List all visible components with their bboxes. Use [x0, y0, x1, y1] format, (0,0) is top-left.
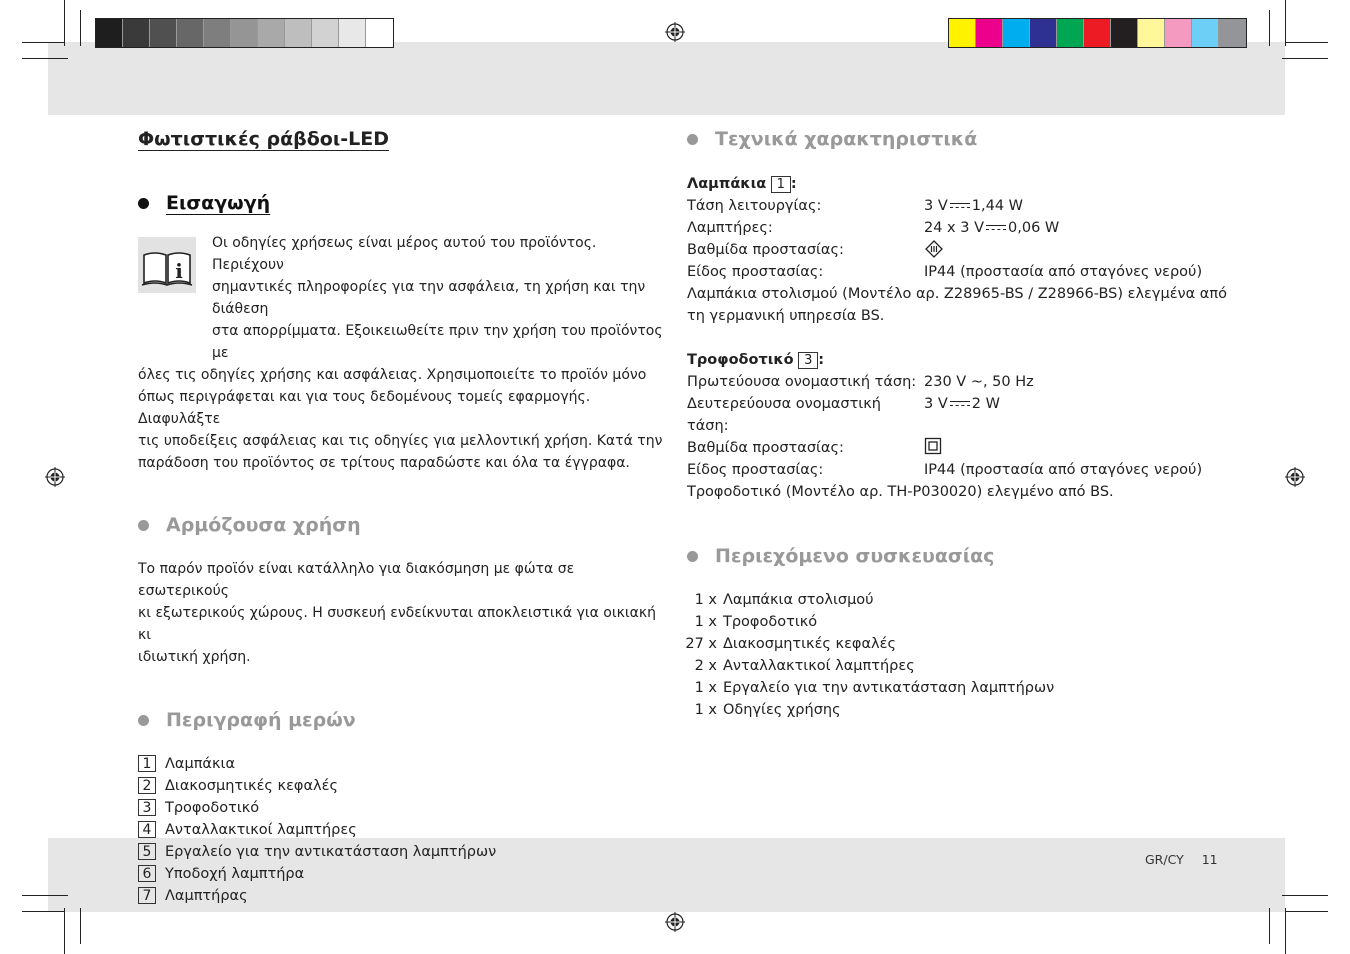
- list-item: 1 x Λαμπάκια στολισμού: [694, 592, 874, 608]
- page-footer: [1145, 852, 1218, 867]
- color-swatch: [123, 19, 150, 47]
- registration-mark-icon: [665, 22, 685, 42]
- color-swatch: [976, 19, 1003, 47]
- spec-row: Πρωτεύουσα ονομαστική τάση: 230 V ~, 50 Hz: [687, 374, 1034, 390]
- spec-row: Είδος προστασίας: IP44 (προστασία από σταγόνες νερού): [687, 264, 1203, 280]
- color-swatch: [96, 19, 123, 47]
- color-swatch: [339, 19, 366, 47]
- list-item: 7 Λαμπτήρας: [138, 885, 663, 907]
- right-column: [687, 128, 1247, 721]
- section-heading-intended-use: [138, 514, 663, 536]
- section-heading-introduction: [138, 192, 663, 214]
- heading-text: Περιγραφή μερών: [166, 709, 356, 731]
- spec-row: Είδος προστασίας: IP44 (προστασία από σταγόνες νερού): [687, 462, 1203, 478]
- color-swatch: [312, 19, 339, 47]
- heading-text: Τεχνικά χαρακτηριστικά: [715, 128, 978, 150]
- color-swatch: [366, 19, 393, 47]
- list-item: 2 x Ανταλλακτικοί λαμπτήρες: [694, 658, 915, 674]
- list-item: 6 Υποδοχή λαμπτήρα: [138, 863, 663, 885]
- spec-row: Δευτερεύουσα ονομαστική τάση: 3 V 2 W: [687, 396, 1000, 434]
- bullet-icon: [138, 198, 149, 209]
- list-item: 5 Εργαλείο για την αντικατάσταση λαμπτήρων: [138, 841, 663, 863]
- color-swatch: [1084, 19, 1111, 47]
- protection-class-ii-icon: [924, 437, 942, 455]
- color-swatch: [949, 19, 976, 47]
- list-item: 4 Ανταλλακτικοί λαμπτήρες: [138, 819, 663, 841]
- color-swatch: [1192, 19, 1219, 47]
- spec-row: Βαθμίδα προστασίας:: [687, 437, 1247, 459]
- cmyk-color-bar: [948, 18, 1247, 48]
- protection-class-iii-icon: [924, 239, 944, 259]
- color-swatch: [231, 19, 258, 47]
- list-item: 1 x Τροφοδοτικό: [694, 614, 818, 630]
- color-swatch: [150, 19, 177, 47]
- language-code: GR/CY: [1145, 852, 1184, 867]
- top-print-band: [48, 42, 1285, 115]
- color-swatch: [1057, 19, 1084, 47]
- spec-row: Βαθμίδα προστασίας:: [687, 239, 1247, 261]
- intended-use-paragraph: Το παρόν προϊόν είναι κατάλληλο για διακόσμηση με φώτα σε εσωτερικούς κι εξωτερικούς χώρους. Η συσκευή ενδείκνυται αποκλειστικά για οικιακή κι ιδιωτική χρήση.: [138, 561, 656, 665]
- page-number: 11: [1201, 852, 1218, 867]
- list-item: 27 x Διακοσμητικές κεφαλές: [685, 636, 896, 652]
- document-title: Φωτιστικές ράβδοι-LED: [138, 128, 389, 150]
- parts-list: [138, 753, 663, 907]
- spec-row: Λαμπτήρες: 24 x 3 V 0,06 W: [687, 220, 1060, 236]
- intro-paragraph: i Οι οδηγίες χρήσεως είναι μέρος αυτού του προϊόντος. Περιέχουν σημαντικές πληροφορίες για την ασφάλεια, τη χρήση και την διάθεση στα απορρίμματα. Εξοικειωθείτε πριν την χρήση του προϊόντος με όλες τις οδηγίες χρήσης και ασφάλειας. Χρησιμοποιείτε το προϊόν μόνο όπως περιγράφεται και για τους δεδομένους τομείς εφαρμογής. Διαφυλάξτε τις υποδείξεις ασφάλειας και τις οδηγίες για μελλοντική χρήση. Κατά την παράδοση του προϊόντος σε τρίτους παραδώστε και όλα τα έγγραφα.: [138, 235, 663, 471]
- color-swatch: [1165, 19, 1192, 47]
- list-item: 2 Διακοσμητικές κεφαλές: [138, 775, 663, 797]
- color-swatch: [1138, 19, 1165, 47]
- color-swatch: [1030, 19, 1057, 47]
- dc-symbol-icon: [950, 202, 970, 210]
- bullet-icon: [687, 134, 698, 145]
- specs-subheading: Τροφοδοτικό 3 :: [687, 352, 825, 368]
- dc-symbol-icon: [950, 400, 970, 408]
- bullet-icon: [138, 715, 149, 726]
- list-item: 1 x Εργαλείο για την αντικατάσταση λαμπτήρων: [694, 680, 1055, 696]
- heading-text: Περιεχόμενο συσκευασίας: [715, 545, 995, 567]
- registration-mark-icon: [45, 467, 65, 487]
- heading-text: Αρμόζουσα χρήση: [166, 514, 361, 536]
- color-swatch: [177, 19, 204, 47]
- spec-row: Τάση λειτουργίας: 3 V 1,44 W: [687, 198, 1023, 214]
- color-swatch: [258, 19, 285, 47]
- svg-text:i: i: [175, 259, 183, 283]
- bullet-icon: [687, 551, 698, 562]
- section-heading-package-contents: [687, 545, 1247, 567]
- color-swatch: [1219, 19, 1246, 47]
- section-heading-parts: [138, 709, 663, 731]
- info-manual-icon: [138, 237, 196, 293]
- left-column: [138, 128, 663, 907]
- color-swatch: [204, 19, 231, 47]
- specs-subheading: Λαμπάκια 1 :: [687, 176, 797, 192]
- psu-specs: Τροφοδοτικό 3 : Πρωτεύουσα ονομαστική τάση: 230 V ~, 50 Hz Δευτερεύουσα ονομαστική τάση: 3 V 2 W Βαθμίδα προστασίας: Είδος προστασίας: IP44 (προστασία από σταγόνες νερού) Τροφοδοτικό (Μοντέλο αρ. TH-P030020) ελεγμένο από BS.: [687, 349, 1247, 503]
- list-item: 1 x Οδηγίες χρήσης: [694, 702, 841, 718]
- list-item: 3 Τροφοδοτικό: [138, 797, 663, 819]
- heading-text: Εισαγωγή: [166, 192, 271, 214]
- registration-mark-icon: [665, 912, 685, 932]
- lights-specs: Λαμπάκια 1 : Τάση λειτουργίας: 3 V 1,44 W Λαμπτήρες: 24 x 3 V 0,06 W Βαθμίδα προστασίας: Είδος προστασίας: IP44 (προστασία από σταγόνες νερού) Λαμπάκια στολισμού (Μοντέλο αρ. Z28965-BS / Z28966-BS) ελεγμένα από τη γερμανική υπηρεσία BS.: [687, 173, 1247, 327]
- registration-mark-icon: [1285, 467, 1305, 487]
- grayscale-color-bar: [95, 18, 394, 48]
- package-list: [681, 589, 1247, 721]
- bullet-icon: [138, 520, 149, 531]
- color-swatch: [1111, 19, 1138, 47]
- dc-symbol-icon: [986, 224, 1006, 232]
- color-swatch: [285, 19, 312, 47]
- color-swatch: [1003, 19, 1030, 47]
- section-heading-tech-specs: [687, 128, 1247, 150]
- list-item: 1 Λαμπάκια: [138, 753, 663, 775]
